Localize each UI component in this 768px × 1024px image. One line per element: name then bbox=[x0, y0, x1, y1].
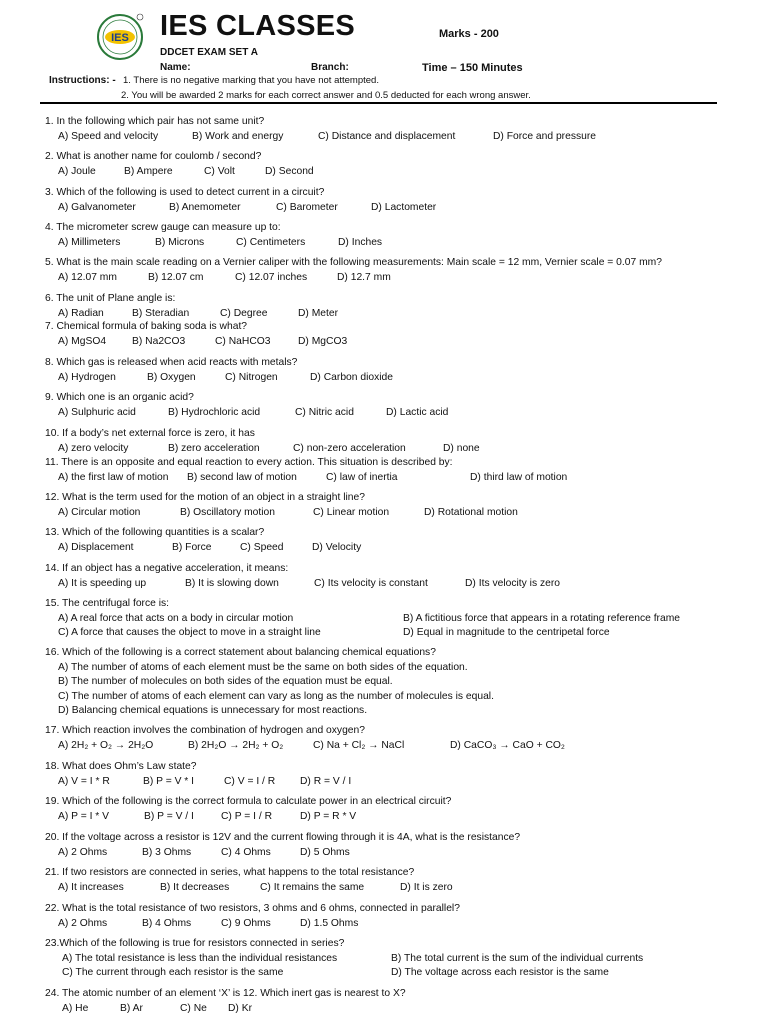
question-text: 12. What is the term used for the motion of an object in a straight line? bbox=[45, 492, 365, 503]
answer-option-a: A) Speed and velocity bbox=[58, 130, 159, 142]
answer-option-c: C) Na + Cl₂ → NaCl bbox=[313, 739, 405, 751]
answer-option-a: A) 12.07 mm bbox=[58, 271, 117, 283]
answer-option-d: D) none bbox=[443, 442, 480, 454]
question-text: 4. The micrometer screw gauge can measure up to: bbox=[45, 222, 281, 233]
logo-text: IES bbox=[111, 32, 129, 44]
answer-option-a: A) It increases bbox=[58, 881, 124, 893]
answer-option-b: B) 3 Ohms bbox=[142, 846, 192, 858]
answer-option-b: B) second law of motion bbox=[187, 471, 297, 483]
answer-option-a: A) It is speeding up bbox=[58, 577, 147, 589]
question-text: 13. Which of the following quantities is a scalar? bbox=[45, 527, 265, 538]
answer-option-c: C) Ne bbox=[180, 1002, 207, 1014]
answer-option-b: B) P = V / I bbox=[144, 810, 194, 822]
answer-option-c: C) Linear motion bbox=[313, 506, 390, 518]
answer-option-c: C) It remains the same bbox=[260, 881, 365, 893]
answer-option-d: D) Carbon dioxide bbox=[310, 371, 393, 383]
answer-option-b: B) A fictitious force that appears in a rotating reference frame bbox=[403, 612, 681, 624]
answer-option-a: A) Radian bbox=[58, 307, 104, 319]
answer-option-b: B) Na2CO3 bbox=[132, 335, 186, 347]
answer-option-a: A) Displacement bbox=[58, 541, 134, 553]
question-text: 21. If two resistors are connected in series, what happens to the total resistance? bbox=[45, 867, 415, 878]
answer-option-b: B) The total current is the sum of the individual currents bbox=[391, 952, 644, 964]
answer-option-d: D) Equal in magnitude to the centripetal force bbox=[403, 627, 610, 638]
answer-option-c: C) NaHCO3 bbox=[215, 335, 271, 347]
answer-option-c: C) 4 Ohms bbox=[221, 846, 271, 858]
total-marks: Marks - 200 bbox=[439, 28, 499, 40]
question-text: 2. What is another name for coulomb / second? bbox=[45, 151, 262, 162]
answer-option-a: A) 2 Ohms bbox=[58, 846, 108, 858]
answer-option-a: A) Millimeters bbox=[58, 236, 121, 248]
answer-option-d: D) CaCO₃ → CaO + CO₂ bbox=[450, 739, 565, 751]
answer-option-a: A) P = I * V bbox=[58, 810, 110, 822]
answer-option-d: D) 12.7 mm bbox=[337, 271, 391, 283]
answer-option-b: B) Ampere bbox=[124, 165, 173, 177]
answer-option-b: B) Anemometer bbox=[169, 201, 241, 213]
answer-option-d: D) MgCO3 bbox=[298, 335, 348, 347]
answer-option-a: A) The total resistance is less than the individual resistances bbox=[62, 952, 338, 964]
answer-option-c: C) Distance and displacement bbox=[318, 130, 456, 142]
instruction-2: 2. You will be awarded 2 marks for each correct answer and 0.5 deducted for each wrong answer. bbox=[121, 90, 531, 101]
answer-option-c: C) law of inertia bbox=[326, 471, 398, 483]
answer-option-a: A) A real force that acts on a body in circular motion bbox=[58, 612, 294, 624]
answer-option-a: A) He bbox=[62, 1002, 89, 1014]
branch-label: Branch: bbox=[311, 62, 349, 73]
answer-option-d: D) 5 Ohms bbox=[300, 846, 350, 858]
instructions-label: Instructions: - bbox=[49, 75, 116, 86]
question-text: 16. Which of the following is a correct statement about balancing chemical equations? bbox=[45, 647, 436, 658]
answer-option-c: C) Centimeters bbox=[236, 236, 306, 248]
answer-option-d: D) Meter bbox=[298, 307, 339, 319]
question-text: 6. The unit of Plane angle is: bbox=[45, 293, 176, 304]
answer-option-d: D) The voltage across each resistor is the same bbox=[391, 967, 609, 978]
answer-option-a: A) Sulphuric acid bbox=[58, 406, 136, 418]
question-text: 3. Which of the following is used to detect current in a circuit? bbox=[45, 187, 325, 198]
answer-option-b: B) 2H₂O → 2H₂ + O₂ bbox=[188, 739, 284, 751]
answer-option-d: D) third law of motion bbox=[470, 471, 568, 483]
answer-option-b: B) Work and energy bbox=[192, 130, 284, 142]
answer-option-d: D) Kr bbox=[228, 1002, 253, 1014]
answer-option-a: A) 2H₂ + O₂ → 2H₂O bbox=[58, 739, 154, 751]
exam-set-title: DDCET EXAM SET A bbox=[160, 47, 258, 58]
answer-option-c: C) The current through each resistor is the same bbox=[62, 967, 284, 978]
answer-option-b: B) Oxygen bbox=[147, 371, 196, 383]
time-limit: Time – 150 Minutes bbox=[422, 62, 523, 74]
answer-option-c: C) The number of atoms of each element can vary as long as the number of molecules is equal. bbox=[58, 690, 494, 702]
answer-option-d: D) P = R * V bbox=[300, 810, 357, 822]
question-text: 24. The atomic number of an element ‘X’ is 12. Which inert gas is nearest to X? bbox=[45, 988, 406, 999]
answer-option-d: D) Second bbox=[265, 165, 314, 177]
question-text: 10. If a body’s net external force is zero, it has bbox=[45, 428, 255, 439]
question-text: 17. Which reaction involves the combination of hydrogen and oxygen? bbox=[45, 725, 365, 736]
answer-option-d: D) Inches bbox=[338, 236, 383, 248]
answer-option-c: C) Nitrogen bbox=[225, 371, 278, 383]
answer-option-d: D) Balancing chemical equations is unnecessary for most reactions. bbox=[58, 705, 368, 716]
answer-option-d: D) Velocity bbox=[312, 541, 362, 553]
answer-option-a: A) MgSO4 bbox=[58, 335, 107, 347]
answer-option-b: B) Oscillatory motion bbox=[180, 506, 275, 518]
answer-option-c: C) non-zero acceleration bbox=[293, 442, 406, 454]
answer-option-b: B) It is slowing down bbox=[185, 577, 279, 589]
answer-option-a: A) V = I * R bbox=[58, 775, 110, 787]
answer-option-c: C) 12.07 inches bbox=[235, 271, 308, 283]
question-text: 11. There is an opposite and equal reaction to every action. This situation is described by: bbox=[45, 457, 453, 468]
question-text: 22. What is the total resistance of two resistors, 3 ohms and 6 ohms, connected in parallel? bbox=[45, 903, 460, 914]
answer-option-b: B) P = V * I bbox=[143, 775, 195, 787]
question-text: 18. What does Ohm’s Law state? bbox=[45, 761, 197, 772]
answer-option-b: B) 4 Ohms bbox=[142, 917, 192, 929]
answer-option-b: B) Ar bbox=[120, 1002, 143, 1014]
answer-option-b: B) It decreases bbox=[160, 881, 230, 893]
answer-option-d: D) Its velocity is zero bbox=[465, 577, 560, 589]
organization-name: IES CLASSES bbox=[160, 10, 356, 42]
answer-option-d: D) Lactic acid bbox=[386, 406, 449, 418]
answer-option-b: B) 12.07 cm bbox=[148, 271, 204, 283]
answer-option-c: C) Speed bbox=[240, 541, 284, 553]
name-label: Name: bbox=[160, 62, 191, 73]
question-text: 14. If an object has a negative acceleration, it means: bbox=[45, 563, 289, 574]
question-text: 1. In the following which pair has not same unit? bbox=[45, 116, 265, 127]
answer-option-d: D) Rotational motion bbox=[424, 506, 518, 518]
question-text: 7. Chemical formula of baking soda is what? bbox=[45, 321, 248, 332]
answer-option-d: D) 1.5 Ohms bbox=[300, 917, 359, 929]
answer-option-b: B) Steradian bbox=[132, 307, 190, 319]
answer-option-c: C) Volt bbox=[204, 165, 235, 177]
answer-option-c: C) 9 Ohms bbox=[221, 917, 271, 929]
answer-option-a: A) Circular motion bbox=[58, 506, 141, 518]
answer-option-b: B) zero acceleration bbox=[168, 442, 260, 454]
answer-option-c: C) P = I / R bbox=[221, 810, 273, 822]
answer-option-b: B) Microns bbox=[155, 236, 205, 248]
answer-option-d: D) It is zero bbox=[400, 881, 453, 893]
question-text: 15. The centrifugal force is: bbox=[45, 598, 170, 609]
answer-option-a: A) Joule bbox=[58, 165, 96, 177]
answer-option-b: B) The number of molecules on both sides of the equation must be equal. bbox=[58, 676, 393, 687]
answer-option-a: A) the first law of motion bbox=[58, 471, 169, 483]
answer-option-d: D) Lactometer bbox=[371, 201, 437, 213]
question-text: 5. What is the main scale reading on a Vernier caliper with the following measurements: Main scale = 12 mm, Vernier scale = 0.07 mm? bbox=[45, 257, 662, 268]
answer-option-c: C) A force that causes the object to move in a straight line bbox=[58, 627, 321, 638]
answer-option-a: A) The number of atoms of each element must be the same on both sides of the equation. bbox=[58, 661, 468, 673]
answer-option-d: D) R = V / I bbox=[300, 775, 352, 787]
answer-option-c: C) V = I / R bbox=[224, 775, 276, 787]
answer-option-b: B) Force bbox=[172, 541, 212, 553]
question-text: 23.Which of the following is true for resistors connected in series? bbox=[45, 938, 345, 949]
answer-option-b: B) Hydrochloric acid bbox=[168, 406, 261, 418]
answer-option-c: C) Barometer bbox=[276, 201, 338, 213]
answer-option-c: C) Nitric acid bbox=[295, 406, 354, 418]
answer-option-c: C) Its velocity is constant bbox=[314, 577, 428, 589]
answer-option-a: A) Hydrogen bbox=[58, 371, 116, 383]
answer-option-a: A) zero velocity bbox=[58, 442, 129, 454]
question-text: 9. Which one is an organic acid? bbox=[45, 392, 194, 403]
question-text: 20. If the voltage across a resistor is 12V and the current flowing through it is 4A, what is the resistance? bbox=[45, 832, 521, 843]
answer-option-d: D) Force and pressure bbox=[493, 130, 597, 142]
answer-option-a: A) 2 Ohms bbox=[58, 917, 108, 929]
question-text: 19. Which of the following is the correct formula to calculate power in an electrical circuit? bbox=[45, 796, 452, 807]
instruction-1: 1. There is no negative marking that you have not attempted. bbox=[123, 75, 379, 86]
question-text: 8. Which gas is released when acid reacts with metals? bbox=[45, 357, 298, 368]
answer-option-c: C) Degree bbox=[220, 307, 268, 319]
answer-option-a: A) Galvanometer bbox=[58, 201, 136, 213]
